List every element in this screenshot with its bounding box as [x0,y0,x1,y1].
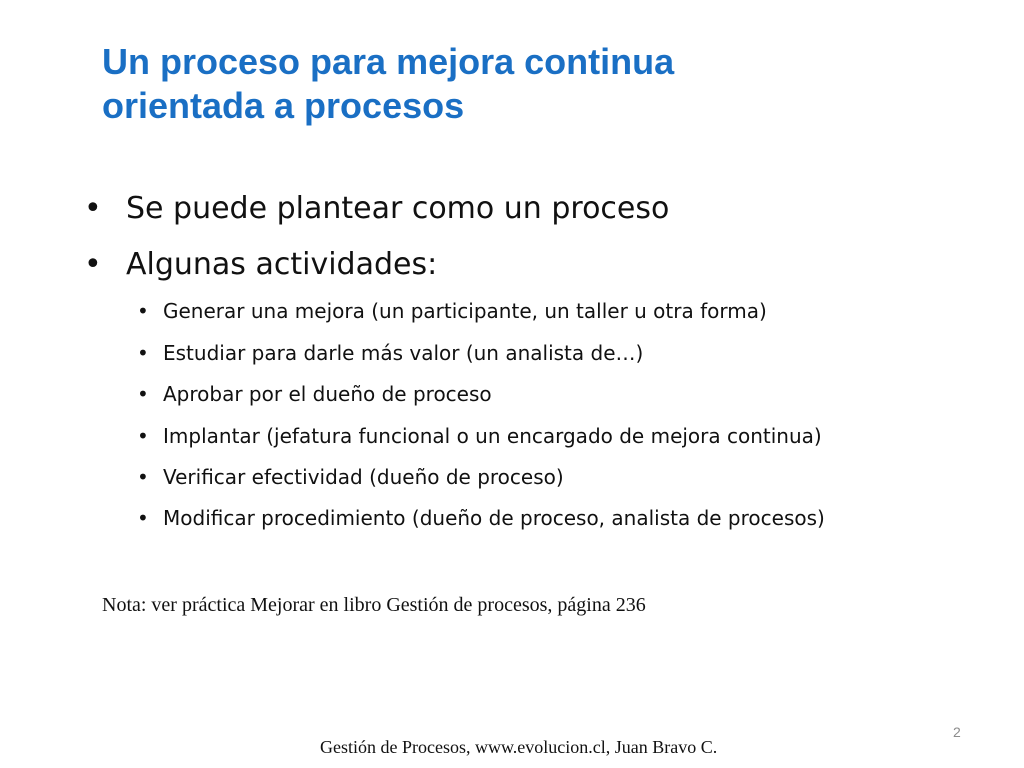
sub-bullet-item [137,505,825,531]
page-number: 2 [953,724,961,740]
sub-bullet-icon: • [137,299,149,323]
footer-text: Gestión de Procesos, www.evolucion.cl, Juan Bravo C. [320,737,718,757]
bullet-item [84,191,669,227]
sub-bullet-text: Modificar procedimiento (dueño de proceso, analista de procesos) [163,506,825,530]
sub-bullet-text: Generar una mejora (un participante, un taller u otra forma) [163,299,767,323]
sub-bullet-item [137,464,564,490]
sub-bullet-icon: • [137,382,149,406]
sub-bullet-item [137,340,643,366]
bullet-icon: • [84,247,102,282]
title-line-2: orientada a procesos [102,85,465,126]
bullet-item [84,247,437,283]
sub-bullet-text: Verificar efectividad (dueño de proceso) [163,465,564,489]
sub-bullet-text: Implantar (jefatura funcional o un encargado de mejora continua) [163,424,822,448]
sub-bullet-icon: • [137,341,149,365]
bullet-icon: • [84,191,102,226]
sub-bullet-item [137,298,767,324]
sub-bullet-item [137,381,492,407]
note-text: Nota: ver práctica Mejorar en libro Gestión de procesos, página 236 [102,594,646,616]
sub-bullet-icon: • [137,506,149,530]
sub-bullet-text: Aprobar por el dueño de proceso [163,382,492,406]
bullet-text: Se puede plantear como un proceso [126,191,670,226]
sub-bullet-text: Estudiar para darle más valor (un analista de…) [163,341,644,365]
sub-bullet-item [137,423,822,449]
bullet-text: Algunas actividades: [126,247,438,282]
sub-bullet-icon: • [137,465,149,489]
sub-bullet-icon: • [137,424,149,448]
slide-title [102,40,962,128]
title-line-1: Un proceso para mejora continua [102,41,675,82]
